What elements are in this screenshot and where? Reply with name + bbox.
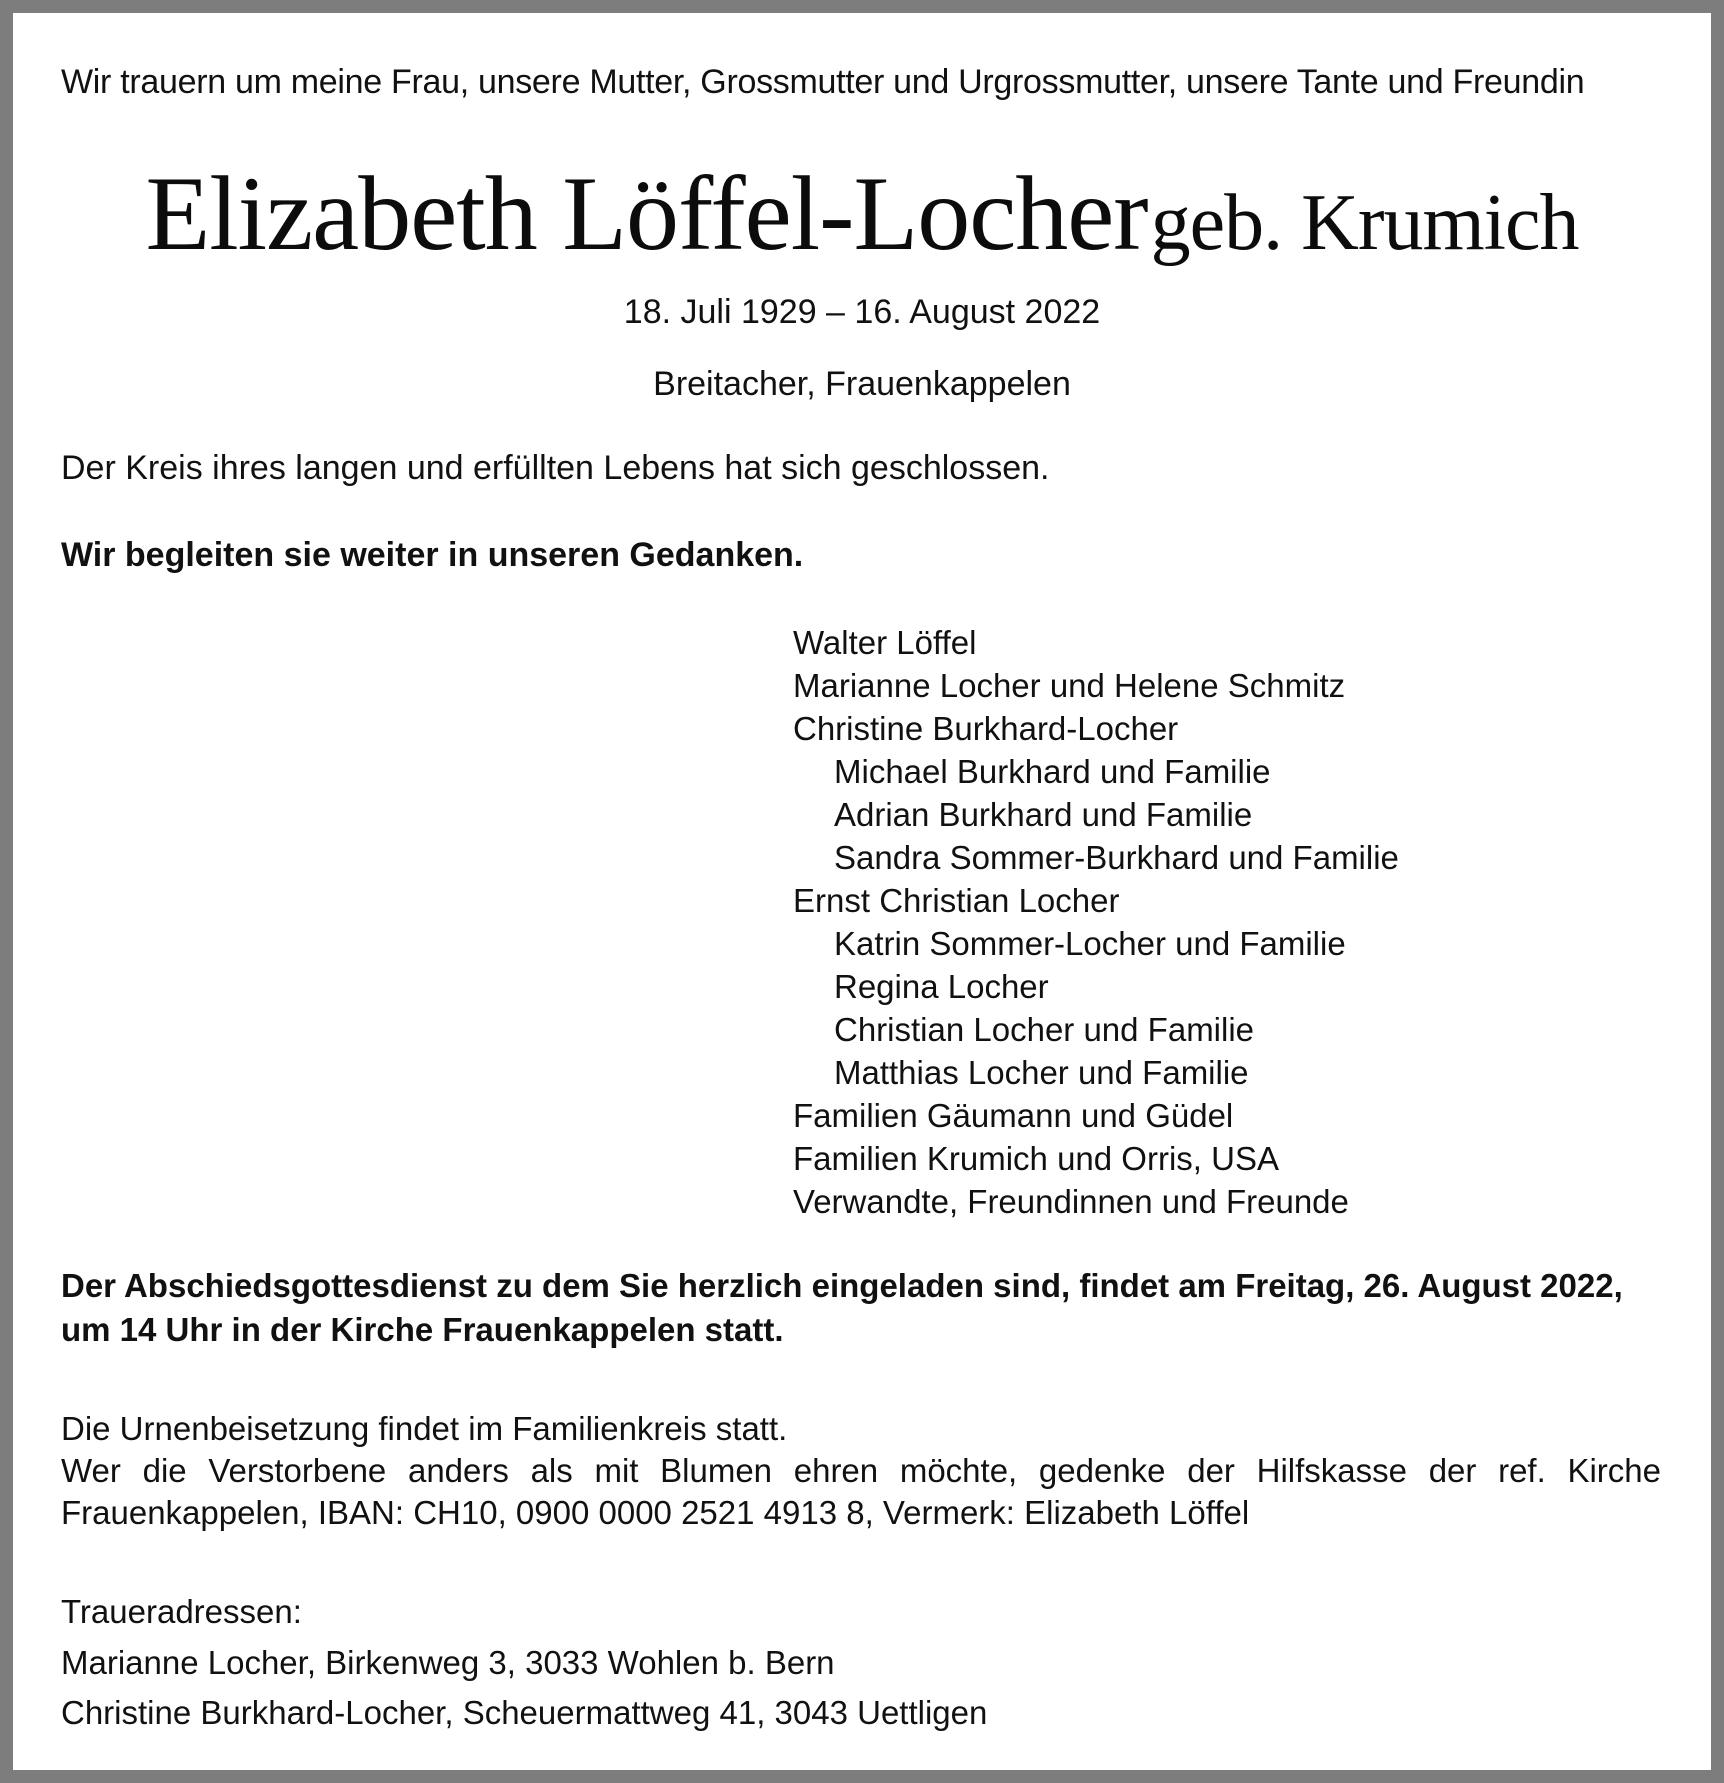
- mourner-item: Christian Locher und Familie: [834, 1011, 1255, 1048]
- address-item: Christine Burkhard-Locher, Scheuermattweg 41, 3043 Uettligen: [61, 1694, 988, 1731]
- service-line-2: um 14 Uhr in der Kirche Frauenkappelen statt.: [61, 1311, 784, 1348]
- intro-line: Wir trauern um meine Frau, unsere Mutter, Grossmutter und Urgrossmutter, unsere Tante und Freundin: [61, 63, 1585, 101]
- urn-information: [61, 1408, 1661, 1534]
- addresses-heading: Traueradressen:: [61, 1593, 302, 1630]
- address-list: [61, 1638, 987, 1738]
- mourner-item: Verwandte, Freundinnen und Freunde: [793, 1183, 1349, 1220]
- deceased-name-heading: [13, 155, 1711, 272]
- mourner-item: Matthias Locher und Familie: [834, 1054, 1249, 1091]
- mourner-item: Katrin Sommer-Locher und Familie: [834, 925, 1346, 962]
- service-announcement: [61, 1264, 1681, 1352]
- residence: Breitacher, Frauenkappelen: [653, 365, 1071, 403]
- mourners-list: [793, 621, 1399, 1223]
- mourner-item: Sandra Sommer-Burkhard und Familie: [834, 839, 1399, 876]
- urn-line: Die Urnenbeisetzung findet im Familienkreis statt.: [61, 1410, 788, 1447]
- mourner-item: Michael Burkhard und Familie: [834, 753, 1271, 790]
- mourner-item: Marianne Locher und Helene Schmitz: [793, 667, 1346, 704]
- mourner-item: Familien Gäumann und Güdel: [793, 1097, 1234, 1134]
- maiden-name: geb. Krumich: [1150, 179, 1579, 267]
- closing-line: Der Kreis ihres langen und erfüllten Lebens hat sich geschlossen.: [61, 449, 1050, 487]
- mourner-item: Christine Burkhard-Locher: [793, 710, 1179, 747]
- mourner-item: Familien Krumich und Orris, USA: [793, 1140, 1279, 1177]
- mourner-item: Regina Locher: [834, 968, 1049, 1005]
- service-line-1: Der Abschiedsgottesdienst zu dem Sie herzlich eingeladen sind, findet am Freitag, 26. August 2022,: [61, 1267, 1623, 1304]
- mourner-item: Ernst Christian Locher: [793, 882, 1120, 919]
- mourner-item: Adrian Burkhard und Familie: [834, 796, 1253, 833]
- death-notice: [13, 13, 1711, 1770]
- donation-line-1: Wer die Verstorbene anders als mit Blumen ehren möchte, gedenke der Hilfskasse der ref. Kirche: [61, 1452, 1661, 1489]
- address-item: Marianne Locher, Birkenweg 3, 3033 Wohlen b. Bern: [61, 1644, 835, 1681]
- thoughts-line: Wir begleiten sie weiter in unseren Gedanken.: [61, 536, 804, 574]
- deceased-name: Elizabeth Löffel-Locher: [145, 155, 1148, 272]
- mourner-item: Walter Löffel: [793, 624, 977, 661]
- donation-line-2: Frauenkappelen, IBAN: CH10, 0900 0000 2521 4913 8, Vermerk: Elizabeth Löffel: [61, 1494, 1250, 1531]
- life-dates: 18. Juli 1929 – 16. August 2022: [623, 293, 1101, 331]
